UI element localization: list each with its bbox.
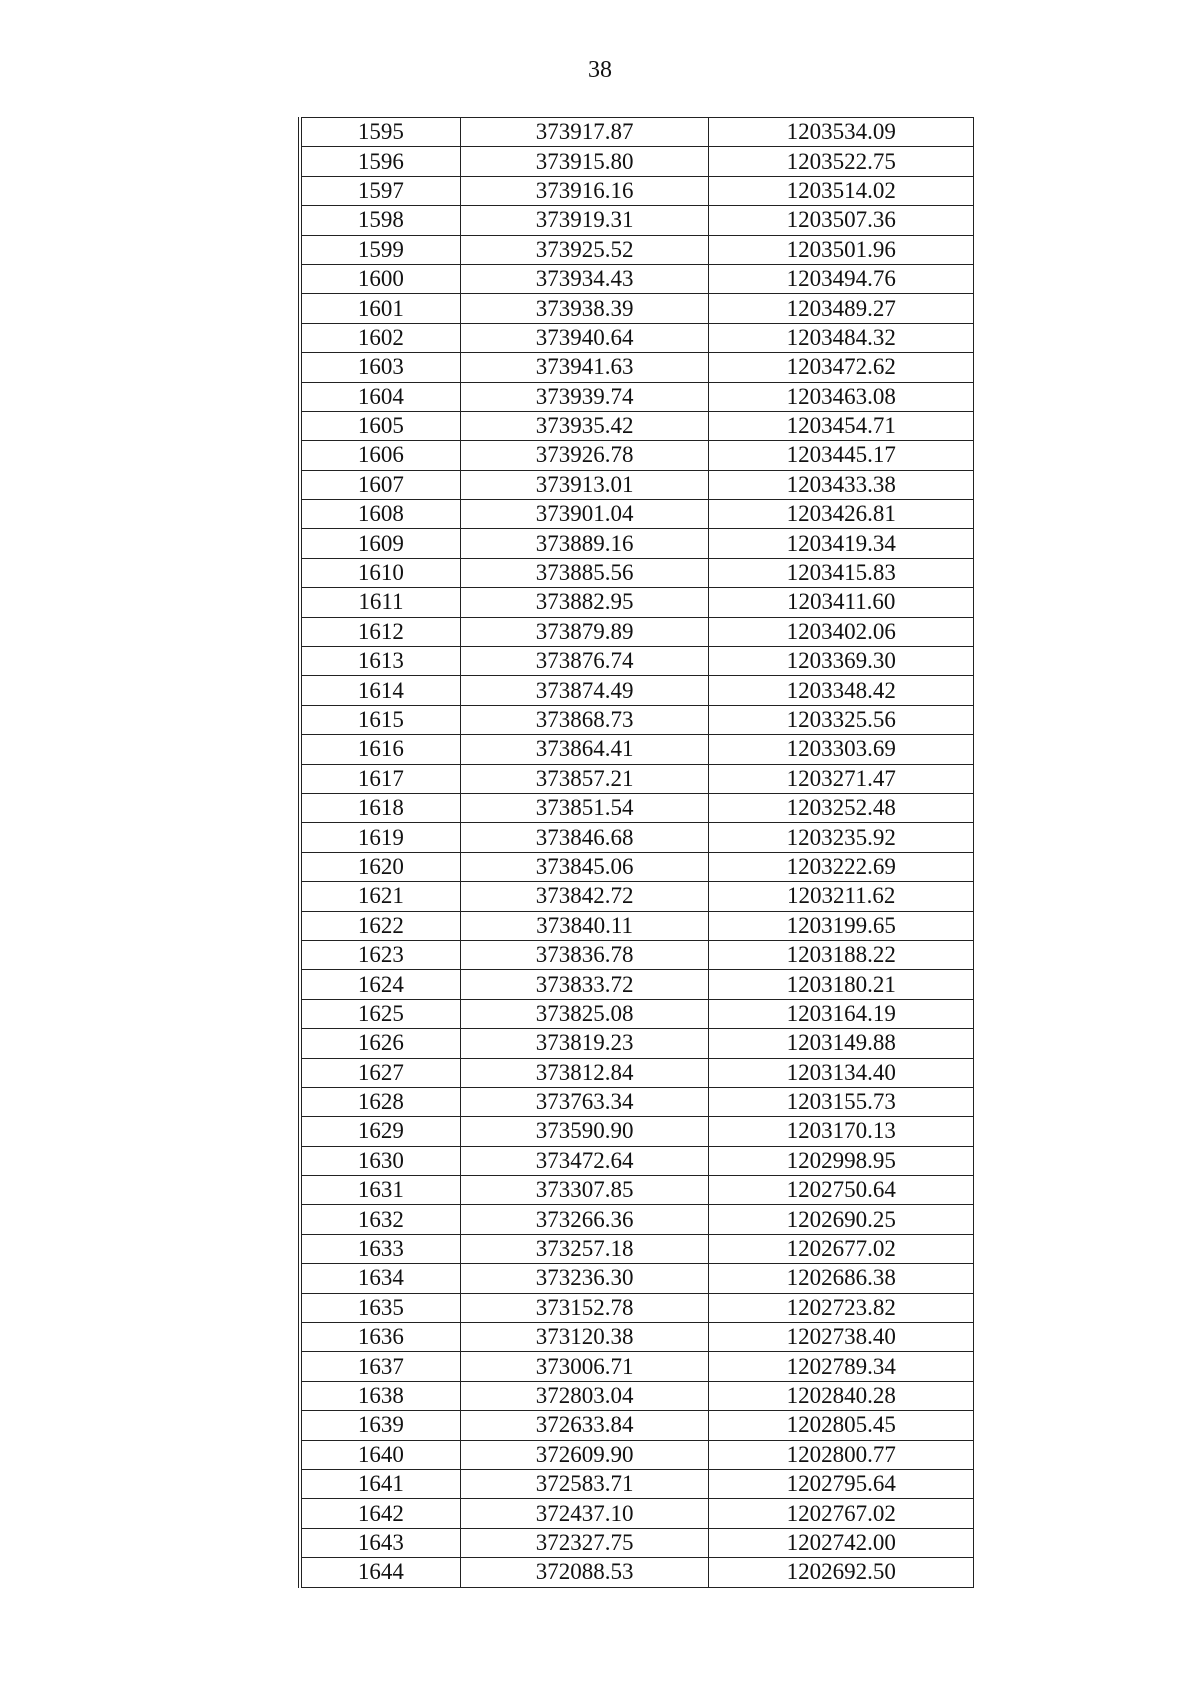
x-coordinate-cell: 372803.04 xyxy=(460,1381,709,1410)
page-number: 38 xyxy=(588,57,612,83)
x-coordinate-cell: 373935.42 xyxy=(460,411,709,440)
y-coordinate-cell: 1203222.69 xyxy=(709,852,974,881)
table-row xyxy=(300,1528,974,1557)
table-row xyxy=(300,529,974,558)
y-coordinate-cell: 1203484.32 xyxy=(709,323,974,352)
table-row xyxy=(300,940,974,969)
point-number-cell: 1605 xyxy=(300,411,460,440)
y-coordinate-cell: 1203501.96 xyxy=(709,235,974,264)
x-coordinate-cell: 373926.78 xyxy=(460,441,709,470)
x-coordinate-cell: 373152.78 xyxy=(460,1293,709,1322)
point-number-cell: 1637 xyxy=(300,1352,460,1381)
x-coordinate-cell: 373876.74 xyxy=(460,647,709,676)
y-coordinate-cell: 1203426.81 xyxy=(709,500,974,529)
x-coordinate-cell: 373882.95 xyxy=(460,588,709,617)
point-number-cell: 1625 xyxy=(300,999,460,1028)
y-coordinate-cell: 1202686.38 xyxy=(709,1264,974,1293)
point-number-cell: 1629 xyxy=(300,1117,460,1146)
point-number-cell: 1620 xyxy=(300,852,460,881)
y-coordinate-cell: 1203235.92 xyxy=(709,823,974,852)
x-coordinate-cell: 372633.84 xyxy=(460,1411,709,1440)
point-number-cell: 1597 xyxy=(300,176,460,205)
y-coordinate-cell: 1203514.02 xyxy=(709,176,974,205)
x-coordinate-cell: 373916.16 xyxy=(460,176,709,205)
y-coordinate-cell: 1202738.40 xyxy=(709,1323,974,1352)
table-row xyxy=(300,911,974,940)
table-row xyxy=(300,1176,974,1205)
y-coordinate-cell: 1203369.30 xyxy=(709,647,974,676)
x-coordinate-cell: 373934.43 xyxy=(460,264,709,293)
y-coordinate-cell: 1203507.36 xyxy=(709,206,974,235)
y-coordinate-cell: 1203303.69 xyxy=(709,735,974,764)
point-number-cell: 1640 xyxy=(300,1440,460,1469)
table-row xyxy=(300,1234,974,1263)
x-coordinate-cell: 373236.30 xyxy=(460,1264,709,1293)
point-number-cell: 1638 xyxy=(300,1381,460,1410)
x-coordinate-cell: 373840.11 xyxy=(460,911,709,940)
table-row xyxy=(300,206,974,235)
table-row xyxy=(300,1381,974,1410)
y-coordinate-cell: 1203325.56 xyxy=(709,705,974,734)
x-coordinate-cell: 373120.38 xyxy=(460,1323,709,1352)
point-number-cell: 1634 xyxy=(300,1264,460,1293)
point-number-cell: 1615 xyxy=(300,705,460,734)
point-number-cell: 1624 xyxy=(300,970,460,999)
y-coordinate-cell: 1203534.09 xyxy=(709,118,974,147)
table-row xyxy=(300,1440,974,1469)
table-row xyxy=(300,294,974,323)
table-row xyxy=(300,617,974,646)
x-coordinate-cell: 373917.87 xyxy=(460,118,709,147)
y-coordinate-cell: 1203188.22 xyxy=(709,940,974,969)
y-coordinate-cell: 1203402.06 xyxy=(709,617,974,646)
y-coordinate-cell: 1203489.27 xyxy=(709,294,974,323)
y-coordinate-cell: 1203419.34 xyxy=(709,529,974,558)
table-row xyxy=(300,1264,974,1293)
x-coordinate-cell: 373836.78 xyxy=(460,940,709,969)
table-row xyxy=(300,1411,974,1440)
x-coordinate-cell: 373266.36 xyxy=(460,1205,709,1234)
point-number-cell: 1642 xyxy=(300,1499,460,1528)
x-coordinate-cell: 373845.06 xyxy=(460,852,709,881)
x-coordinate-cell: 373919.31 xyxy=(460,206,709,235)
x-coordinate-cell: 373851.54 xyxy=(460,793,709,822)
point-number-cell: 1599 xyxy=(300,235,460,264)
x-coordinate-cell: 373819.23 xyxy=(460,1029,709,1058)
x-coordinate-cell: 373763.34 xyxy=(460,1087,709,1116)
table-row xyxy=(300,118,974,147)
y-coordinate-cell: 1203494.76 xyxy=(709,264,974,293)
point-number-cell: 1644 xyxy=(300,1558,460,1587)
x-coordinate-cell: 373864.41 xyxy=(460,735,709,764)
x-coordinate-cell: 372609.90 xyxy=(460,1440,709,1469)
table-row xyxy=(300,353,974,382)
x-coordinate-cell: 373879.89 xyxy=(460,617,709,646)
x-coordinate-cell: 373812.84 xyxy=(460,1058,709,1087)
point-number-cell: 1610 xyxy=(300,558,460,587)
table-row xyxy=(300,1205,974,1234)
y-coordinate-cell: 1202677.02 xyxy=(709,1234,974,1263)
table-row xyxy=(300,470,974,499)
point-number-cell: 1596 xyxy=(300,147,460,176)
x-coordinate-cell: 373842.72 xyxy=(460,882,709,911)
y-coordinate-cell: 1202690.25 xyxy=(709,1205,974,1234)
point-number-cell: 1633 xyxy=(300,1234,460,1263)
y-coordinate-cell: 1203271.47 xyxy=(709,764,974,793)
point-number-cell: 1626 xyxy=(300,1029,460,1058)
point-number-cell: 1612 xyxy=(300,617,460,646)
x-coordinate-cell: 373257.18 xyxy=(460,1234,709,1263)
table-row xyxy=(300,705,974,734)
y-coordinate-cell: 1203149.88 xyxy=(709,1029,974,1058)
x-coordinate-cell: 373833.72 xyxy=(460,970,709,999)
y-coordinate-cell: 1202723.82 xyxy=(709,1293,974,1322)
table-row xyxy=(300,1117,974,1146)
point-number-cell: 1606 xyxy=(300,441,460,470)
point-number-cell: 1628 xyxy=(300,1087,460,1116)
point-number-cell: 1600 xyxy=(300,264,460,293)
x-coordinate-cell: 373874.49 xyxy=(460,676,709,705)
y-coordinate-cell: 1203463.08 xyxy=(709,382,974,411)
x-coordinate-cell: 373885.56 xyxy=(460,558,709,587)
point-number-cell: 1631 xyxy=(300,1176,460,1205)
y-coordinate-cell: 1203199.65 xyxy=(709,911,974,940)
point-number-cell: 1602 xyxy=(300,323,460,352)
table-row xyxy=(300,176,974,205)
x-coordinate-cell: 373925.52 xyxy=(460,235,709,264)
table-row xyxy=(300,793,974,822)
x-coordinate-cell: 372583.71 xyxy=(460,1469,709,1498)
table-row xyxy=(300,558,974,587)
point-number-cell: 1616 xyxy=(300,735,460,764)
point-number-cell: 1598 xyxy=(300,206,460,235)
x-coordinate-cell: 373006.71 xyxy=(460,1352,709,1381)
y-coordinate-cell: 1203472.62 xyxy=(709,353,974,382)
point-number-cell: 1609 xyxy=(300,529,460,558)
point-number-cell: 1618 xyxy=(300,793,460,822)
y-coordinate-cell: 1203454.71 xyxy=(709,411,974,440)
x-coordinate-cell: 373868.73 xyxy=(460,705,709,734)
table-row xyxy=(300,735,974,764)
y-coordinate-cell: 1203155.73 xyxy=(709,1087,974,1116)
x-coordinate-cell: 373825.08 xyxy=(460,999,709,1028)
point-number-cell: 1601 xyxy=(300,294,460,323)
point-number-cell: 1608 xyxy=(300,500,460,529)
table-row xyxy=(300,1558,974,1587)
coordinate-table-body xyxy=(300,118,974,1588)
point-number-cell: 1632 xyxy=(300,1205,460,1234)
table-row xyxy=(300,1293,974,1322)
table-row xyxy=(300,647,974,676)
point-number-cell: 1617 xyxy=(300,764,460,793)
point-number-cell: 1639 xyxy=(300,1411,460,1440)
point-number-cell: 1630 xyxy=(300,1146,460,1175)
table-row xyxy=(300,147,974,176)
point-number-cell: 1604 xyxy=(300,382,460,411)
y-coordinate-cell: 1202692.50 xyxy=(709,1558,974,1587)
table-row xyxy=(300,235,974,264)
point-number-cell: 1613 xyxy=(300,647,460,676)
x-coordinate-cell: 373307.85 xyxy=(460,1176,709,1205)
y-coordinate-cell: 1202795.64 xyxy=(709,1469,974,1498)
y-coordinate-cell: 1202750.64 xyxy=(709,1176,974,1205)
y-coordinate-cell: 1202789.34 xyxy=(709,1352,974,1381)
point-number-cell: 1619 xyxy=(300,823,460,852)
point-number-cell: 1623 xyxy=(300,940,460,969)
point-number-cell: 1603 xyxy=(300,353,460,382)
y-coordinate-cell: 1202800.77 xyxy=(709,1440,974,1469)
y-coordinate-cell: 1203433.38 xyxy=(709,470,974,499)
y-coordinate-cell: 1203180.21 xyxy=(709,970,974,999)
table-row xyxy=(300,676,974,705)
point-number-cell: 1641 xyxy=(300,1469,460,1498)
point-number-cell: 1607 xyxy=(300,470,460,499)
table-row xyxy=(300,764,974,793)
table-row xyxy=(300,411,974,440)
table-row xyxy=(300,823,974,852)
point-number-cell: 1636 xyxy=(300,1323,460,1352)
table-row xyxy=(300,441,974,470)
x-coordinate-cell: 373846.68 xyxy=(460,823,709,852)
table-row xyxy=(300,500,974,529)
point-number-cell: 1595 xyxy=(300,118,460,147)
coordinate-table xyxy=(298,117,974,1588)
x-coordinate-cell: 373857.21 xyxy=(460,764,709,793)
table-row xyxy=(300,970,974,999)
x-coordinate-cell: 373472.64 xyxy=(460,1146,709,1175)
table-row xyxy=(300,1469,974,1498)
table-row xyxy=(300,1499,974,1528)
point-number-cell: 1643 xyxy=(300,1528,460,1557)
y-coordinate-cell: 1202805.45 xyxy=(709,1411,974,1440)
point-number-cell: 1635 xyxy=(300,1293,460,1322)
x-coordinate-cell: 372437.10 xyxy=(460,1499,709,1528)
y-coordinate-cell: 1203170.13 xyxy=(709,1117,974,1146)
point-number-cell: 1622 xyxy=(300,911,460,940)
x-coordinate-cell: 372088.53 xyxy=(460,1558,709,1587)
table-row xyxy=(300,852,974,881)
table-row xyxy=(300,1058,974,1087)
x-coordinate-cell: 373889.16 xyxy=(460,529,709,558)
table-row xyxy=(300,1146,974,1175)
table-row xyxy=(300,264,974,293)
y-coordinate-cell: 1202742.00 xyxy=(709,1528,974,1557)
x-coordinate-cell: 373940.64 xyxy=(460,323,709,352)
point-number-cell: 1614 xyxy=(300,676,460,705)
table-row xyxy=(300,999,974,1028)
table-row xyxy=(300,1323,974,1352)
y-coordinate-cell: 1202840.28 xyxy=(709,1381,974,1410)
y-coordinate-cell: 1203252.48 xyxy=(709,793,974,822)
y-coordinate-cell: 1203445.17 xyxy=(709,441,974,470)
table-row xyxy=(300,882,974,911)
table-row xyxy=(300,1352,974,1381)
table-row xyxy=(300,323,974,352)
y-coordinate-cell: 1203415.83 xyxy=(709,558,974,587)
x-coordinate-cell: 373590.90 xyxy=(460,1117,709,1146)
table-row xyxy=(300,1087,974,1116)
y-coordinate-cell: 1203522.75 xyxy=(709,147,974,176)
x-coordinate-cell: 372327.75 xyxy=(460,1528,709,1557)
y-coordinate-cell: 1202998.95 xyxy=(709,1146,974,1175)
y-coordinate-cell: 1202767.02 xyxy=(709,1499,974,1528)
y-coordinate-cell: 1203348.42 xyxy=(709,676,974,705)
x-coordinate-cell: 373915.80 xyxy=(460,147,709,176)
point-number-cell: 1621 xyxy=(300,882,460,911)
x-coordinate-cell: 373941.63 xyxy=(460,353,709,382)
y-coordinate-cell: 1203211.62 xyxy=(709,882,974,911)
x-coordinate-cell: 373939.74 xyxy=(460,382,709,411)
y-coordinate-cell: 1203164.19 xyxy=(709,999,974,1028)
point-number-cell: 1627 xyxy=(300,1058,460,1087)
x-coordinate-cell: 373901.04 xyxy=(460,500,709,529)
point-number-cell: 1611 xyxy=(300,588,460,617)
table-row xyxy=(300,382,974,411)
x-coordinate-cell: 373938.39 xyxy=(460,294,709,323)
y-coordinate-cell: 1203411.60 xyxy=(709,588,974,617)
y-coordinate-cell: 1203134.40 xyxy=(709,1058,974,1087)
x-coordinate-cell: 373913.01 xyxy=(460,470,709,499)
table-row xyxy=(300,588,974,617)
table-row xyxy=(300,1029,974,1058)
